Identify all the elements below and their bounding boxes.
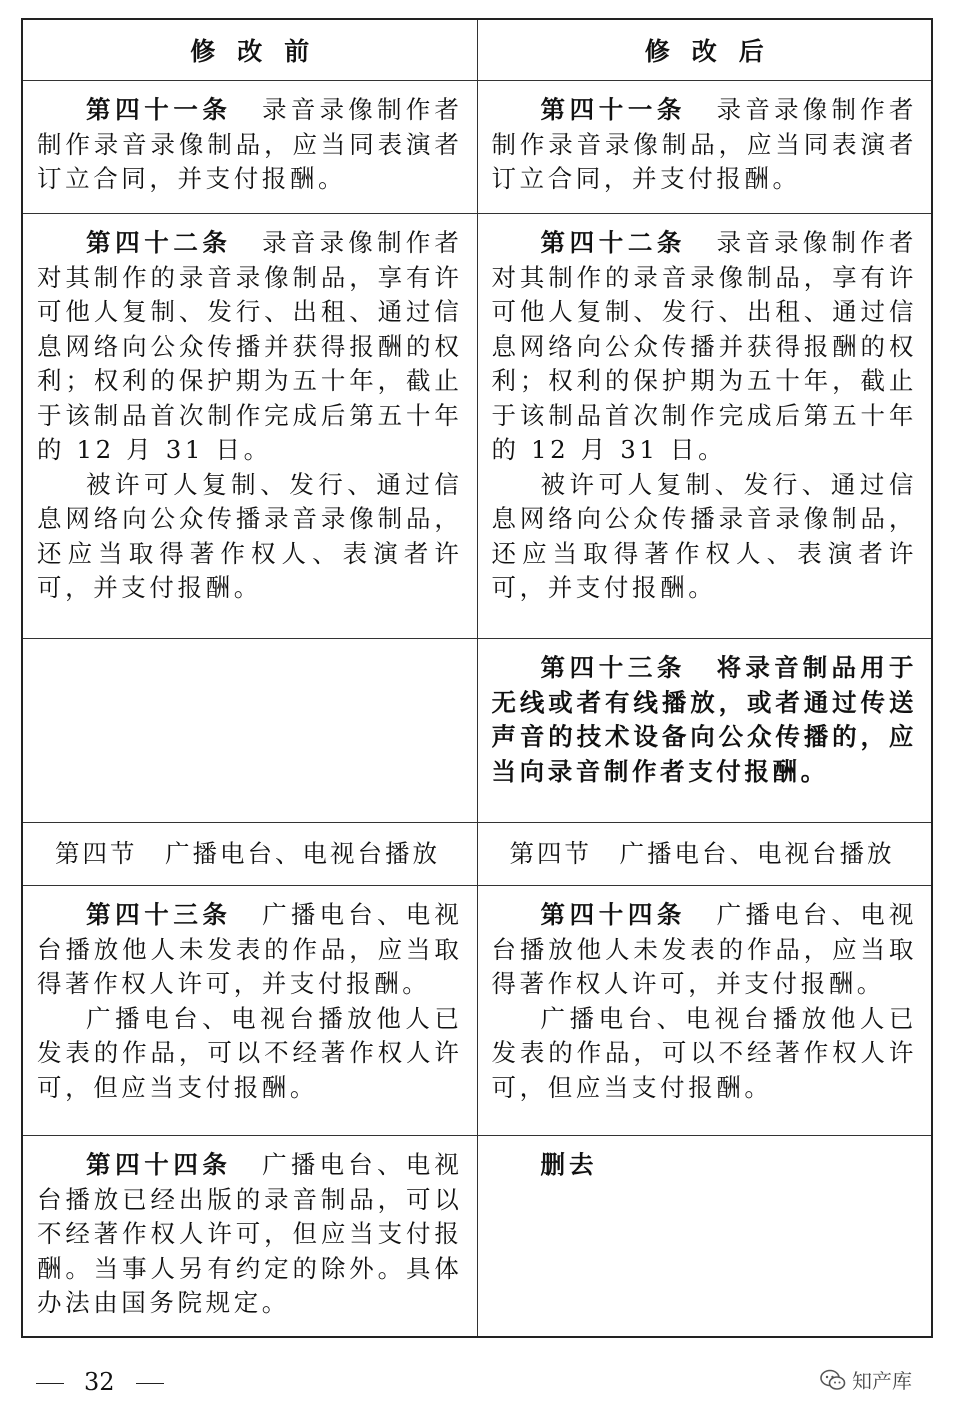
clause-paragraph xyxy=(37,1148,463,1321)
page-number: 32 xyxy=(84,1368,115,1396)
section-heading-before: 第四节 广播电台、电视台播放 xyxy=(22,823,477,886)
article-number: 第四十二条 xyxy=(86,228,232,257)
clause-paragraph xyxy=(492,93,918,197)
clause-text: 被许可人复制、发行、通过信息网络向公众传播录音录像制品，还应当取得著作权人、表演者许可，并支付报酬。 xyxy=(491,469,917,602)
article-number: 第四十三条 xyxy=(540,653,687,682)
clause-text: 将录音制品用于无线或者有线播放，或者通过传送声音的技术设备向公众传播的，应当向录音制作者支付报酬。 xyxy=(491,653,918,786)
cell-before-empty xyxy=(22,639,477,823)
article-number: 第四十一条 xyxy=(540,95,687,124)
cell-before xyxy=(22,214,477,639)
cell-before xyxy=(22,886,477,1136)
clause-paragraph xyxy=(492,468,918,606)
article-number: 第四十二条 xyxy=(540,228,687,257)
cell-before xyxy=(22,1136,477,1338)
article-number: 第四十三条 xyxy=(86,900,232,929)
clause-paragraph xyxy=(492,226,918,468)
row-broadcast-article xyxy=(22,886,932,1136)
cell-after xyxy=(477,886,932,1136)
cell-after xyxy=(477,1136,932,1338)
clause-text: 录音录像制作者制作录音录像制品，应当同表演者订立合同，并支付报酬。 xyxy=(37,95,463,193)
section-heading-row xyxy=(22,823,932,886)
clause-paragraph xyxy=(37,1002,463,1106)
cell-after xyxy=(477,639,932,823)
clause-text: 被许可人复制、发行、通过信息网络向公众传播录音录像制品，还应当取得著作权人、表演者许可，并支付报酬。 xyxy=(37,469,463,602)
cell-before xyxy=(22,81,477,214)
article-number: 第四十四条 xyxy=(540,900,687,929)
clause-text: 广播电台、电视台播放他人未发表的作品，应当取得著作权人许可，并支付报酬。 xyxy=(37,900,463,998)
clause-text: 录音录像制作者对其制作的录音录像制品，享有许可他人复制、发行、出租、通过信息网络向公众传播并获得报酬的权利；权利的保护期为五十年，截止于该制品首次制作完成后第五十年的 12 月 31 日。 xyxy=(37,228,463,464)
watermark xyxy=(820,1365,912,1394)
clause-paragraph xyxy=(492,1148,918,1183)
comparison-table xyxy=(21,18,933,1338)
clause-text: 广播电台、电视台播放他人已发表的作品，可以不经著作权人许可，但应当支付报酬。 xyxy=(37,1003,463,1102)
clause-text: 录音录像制作者制作录音录像制品，应当同表演者订立合同，并支付报酬。 xyxy=(491,95,918,193)
cell-after xyxy=(477,214,932,639)
watermark-text: 知产库 xyxy=(852,1369,912,1393)
clause-paragraph xyxy=(37,468,463,606)
row-article-41 xyxy=(22,81,932,214)
cell-after xyxy=(477,81,932,214)
footer-dash-left xyxy=(36,1383,64,1384)
clause-text: 广播电台、电视台播放他人未发表的作品，应当取得著作权人许可，并支付报酬。 xyxy=(491,900,918,998)
clause-paragraph xyxy=(492,1002,918,1106)
header-row xyxy=(22,19,932,81)
clause-text: 录音录像制作者对其制作的录音录像制品，享有许可他人复制、发行、出租、通过信息网络向公众传播并获得报酬的权利；权利的保护期为五十年，截止于该制品首次制作完成后第五十年的 12 月 31 日。 xyxy=(491,228,918,464)
section-heading-after: 第四节 广播电台、电视台播放 xyxy=(477,823,932,886)
clause-paragraph xyxy=(37,93,463,197)
deleted-label: 删去 xyxy=(540,1150,598,1179)
header-before: 修改前 xyxy=(22,19,477,81)
row-article-43-new xyxy=(22,639,932,823)
article-number: 第四十四条 xyxy=(86,1150,232,1179)
row-deleted-article xyxy=(22,1136,932,1338)
clause-text: 广播电台、电视台播放他人已发表的作品，可以不经著作权人许可，但应当支付报酬。 xyxy=(491,1003,917,1102)
clause-paragraph xyxy=(37,226,463,468)
row-article-42 xyxy=(22,214,932,639)
header-after: 修改后 xyxy=(477,19,932,81)
clause-paragraph xyxy=(492,651,918,789)
clause-paragraph xyxy=(37,898,463,1002)
footer-dash-right xyxy=(136,1383,164,1384)
article-number: 第四十一条 xyxy=(86,95,232,124)
clause-text: 广播电台、电视台播放已经出版的录音制品，可以不经著作权人许可，但应当支付报酬。当事人另有约定的除外。具体办法由国务院规定。 xyxy=(37,1150,463,1317)
wechat-icon xyxy=(820,1369,846,1391)
clause-paragraph xyxy=(492,898,918,1002)
